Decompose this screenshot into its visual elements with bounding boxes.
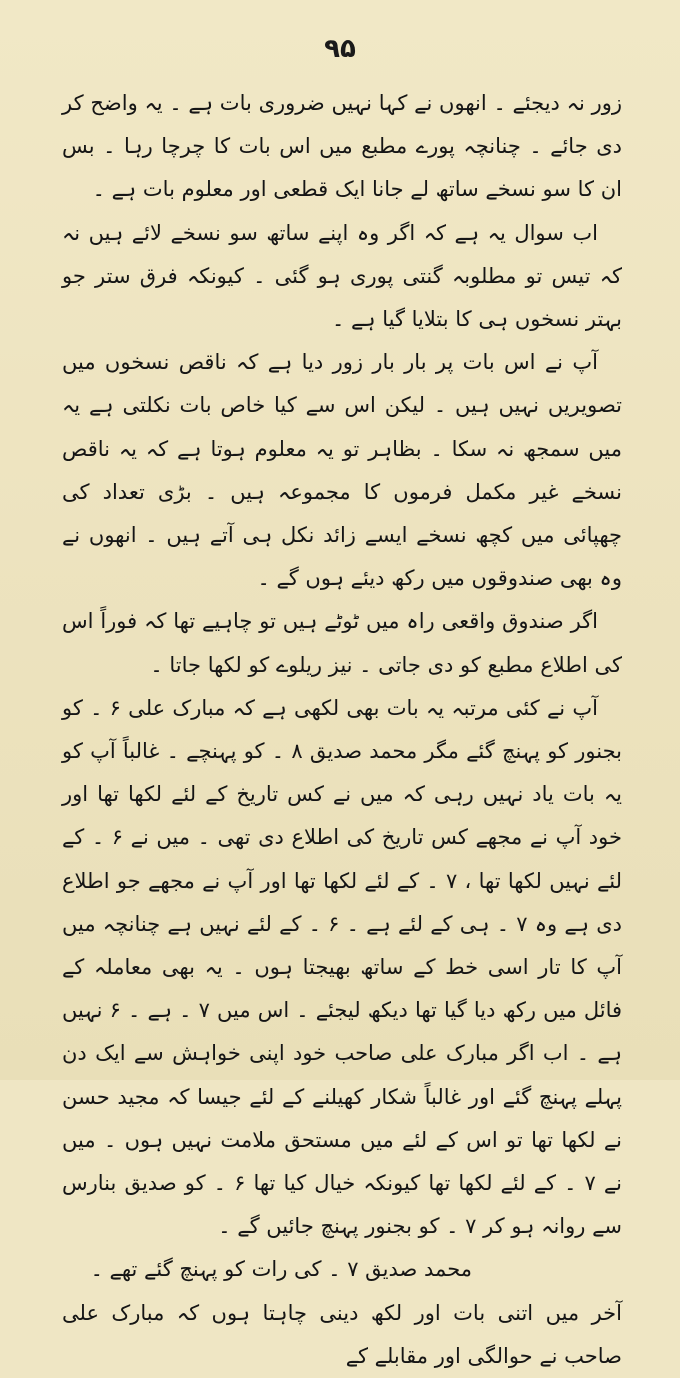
paragraph: زور نہ دیجئے ۔ انھوں نے کہا نہیں ضروری بات ہے ۔ یہ واضح کر دی جائے ۔ چنانچہ پورے مطبع میں اس بات کا چرچا رہا ۔ بس ان کا سو نسخے ساتھ لے جانا ایک قطعی اور معلوم بات ہے ۔: [62, 91, 622, 202]
signature-line: محمد صدیق ۷ ۔ کی رات کو پہنچ گئے تھے ۔: [90, 1257, 472, 1282]
paragraph: آپ نے کئی مرتبہ یہ بات بھی لکھی ہے کہ مبارک علی ۶ ۔ کو بجنور کو پہنچ گئے مگر محمد صدیق ۸ ۔ کو پہنچے ۔ غالباً آپ کو یہ بات یاد نہیں رہی کہ میں نے کس تاریخ کے لئے لکھا تھا اور خود آپ نے مجھے کس تاریخ کی اطلاع دی تھی ۔ میں نے ۶ ۔ کے لئے نہیں لکھا تھا ، ۷ ۔ کے لئے لکھا تھا اور آپ نے مجھے جو اطلاع دی ہے وہ ۷ ۔ ہی کے لئے ہے ۔ ۶ ۔ کے لئے نہیں ہے چنانچہ میں آپ کا تار اسی خط کے ساتھ بھیجتا ہوں ۔ یہ بھی معاملہ کے فائل میں رکھ دیا گیا تھا دیکھ لیجئے ۔ اس میں ۷ ۔ ہے ۔ ۶ نہیں ہے ۔ اب اگر مبارک علی صاحب خود اپنی خواہش سے ایک دن پہلے پہنچ گئے اور غالباً شکار کھیلنے کے لئے جیسا کہ مجید حسن نے لکھا تھا تو اس کے لئے میں مستحق ملامت نہیں ہوں ۔ میں نے ۷ ۔ کے لئے لکھا تھا کیونکہ خیال کیا تھا ۶ ۔ کو صدیق بنارس سے روانہ ہو کر ۷ ۔ کو بجنور پہنچ جائیں گے ۔: [62, 695, 623, 1239]
page-body: [62, 82, 622, 1378]
closing-line: آخر میں اتنی بات اور لکھ دینی چاہتا ہوں کہ مبارک علی صاحب نے حوالگی اور مقابلے کے: [62, 1300, 622, 1368]
paragraph: اب سوال یہ ہے کہ اگر وہ اپنے ساتھ سو نسخے لائے ہیں نہ کہ تیس تو مطلوبہ گنتی پوری ہو گئی ۔ کیونکہ فرق ستر جو بہتر نسخوں ہی کا بتلایا گیا ہے ۔: [62, 220, 622, 332]
paragraph: اگر صندوق واقعی راہ میں ٹوٹے ہیں تو چاہیے تھا کہ فوراً اس کی اطلاع مطبع کو دی جاتی ۔ نیز ریلوے کو لکھا جاتا ۔: [62, 609, 622, 677]
paragraph: آپ نے اس بات پر بار بار زور دیا ہے کہ ناقص نسخوں میں تصویریں نہیں ہیں ۔ لیکن اس سے کیا خاص بات نکلتی ہے یہ میں سمجھ نہ سکا ۔ بظاہر تو یہ معلوم ہوتا ہے کہ یہ ناقص نسخے غیر مکمل فرموں کا مجموعہ ہیں ۔ بڑی تعداد کی چھپائی میں کچھ نسخے ایسے زائد نکل ہی آتے ہیں ۔ انھوں نے وہ بھی صندوقوں میں رکھ دیئے ہوں گے ۔: [62, 350, 622, 591]
page-number: ۹۵: [324, 34, 356, 64]
